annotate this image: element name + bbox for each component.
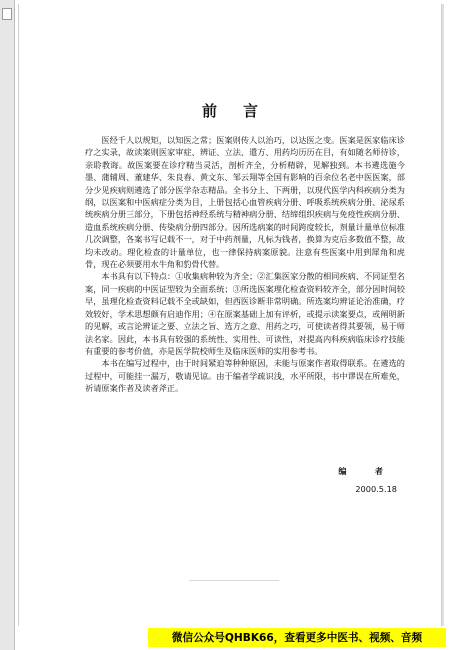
signature-author: 编 者 xyxy=(338,466,393,476)
preface-signature xyxy=(85,464,405,496)
scan-mark xyxy=(189,580,279,581)
preface-paragraph-1: 医经千人以规矩，以知医之常；医案则传人以治巧，以达医之变。医案是医家临床诊疗之实录，故读案则医家审症、辨证、立法、遣方、用药均历历在目，有如随名师待诊，亲聆教诲。故医案要在诊疗精当灵活，剖析齐全，分析精辟，见解独到。本书遴选施今墨、蒲辅周、董建华、朱良春、黄文东、邹云翔等全国有影响的百余位名老中医医案，部分少见疾病则遴选了部分医学杂志精品。全书分上、下两册，以现代医学内科疾病分类为纲，以医案和中医病症分类为目，上册包括心血管疾病分册、呼吸系统疾病分册、泌尿系统疾病分册三部分，下册包括神经系统与精神病分册、结缔组织疾病与免疫性疾病分册、造血系统疾病分册、传染病分册四部分。因所选病案的时间跨度较长，剂量计量单位标准几次调整，各案书写记载不一，对于中药剂量，凡标为钱者，换算为克后多数值不整，故均未改动。理化检查的计量单位，也一律保持病案原貌。注意有些医案中用到犀角和虎骨，现在必须要用水牛角和豹骨代替。 xyxy=(85,135,405,270)
promo-banner[interactable] xyxy=(148,628,446,647)
viewer-left-rail xyxy=(0,0,15,650)
preface-paragraph-2: 本书具有以下特点：①收集病种较为齐全；②汇集医家分散的相同疾病、不同证型名案，同一疾病的中医证型较为全面系统；③所选医案理化检查资料较齐全，部分因时间较早，虽理化检查资料记载不全或缺如，但西医诊断非常明确。所选案均辨证论治准确，疗效较好，学术思想颇有启迪作用；④在原案基础上加有评析，或提示读案要点，或阐明新的见解，或言论辨证之要、立法之旨、选方之意、用药之巧，可使读者得其要领，易于师法名家。因此，本书具有较强的系统性、实用性、可读性，对提高内科疾病临床诊疗技能有重要的参考价值，亦是医学院校师生及临床医师的实用参考书。 xyxy=(85,271,405,356)
page-title: 前言 xyxy=(201,102,284,120)
preface-body xyxy=(85,134,405,395)
signature-date: 2000.5.18 xyxy=(355,484,397,494)
preface-paragraph-3: 本书在编写过程中，由于时间紧迫等种种原因，未能与原案作者取得联系。在遴选的过程中，可能挂一漏万，敬请见谅。由于编者学疏识浅，水平所限，书中谬误在所难免，祈请原案作者及读者斧正。 xyxy=(85,358,405,394)
scroll-nub[interactable] xyxy=(2,8,12,20)
promo-banner-text: 微信公众号QHBK66，查看更多中医书、视频、音频 xyxy=(171,632,423,644)
document-page xyxy=(18,4,442,626)
